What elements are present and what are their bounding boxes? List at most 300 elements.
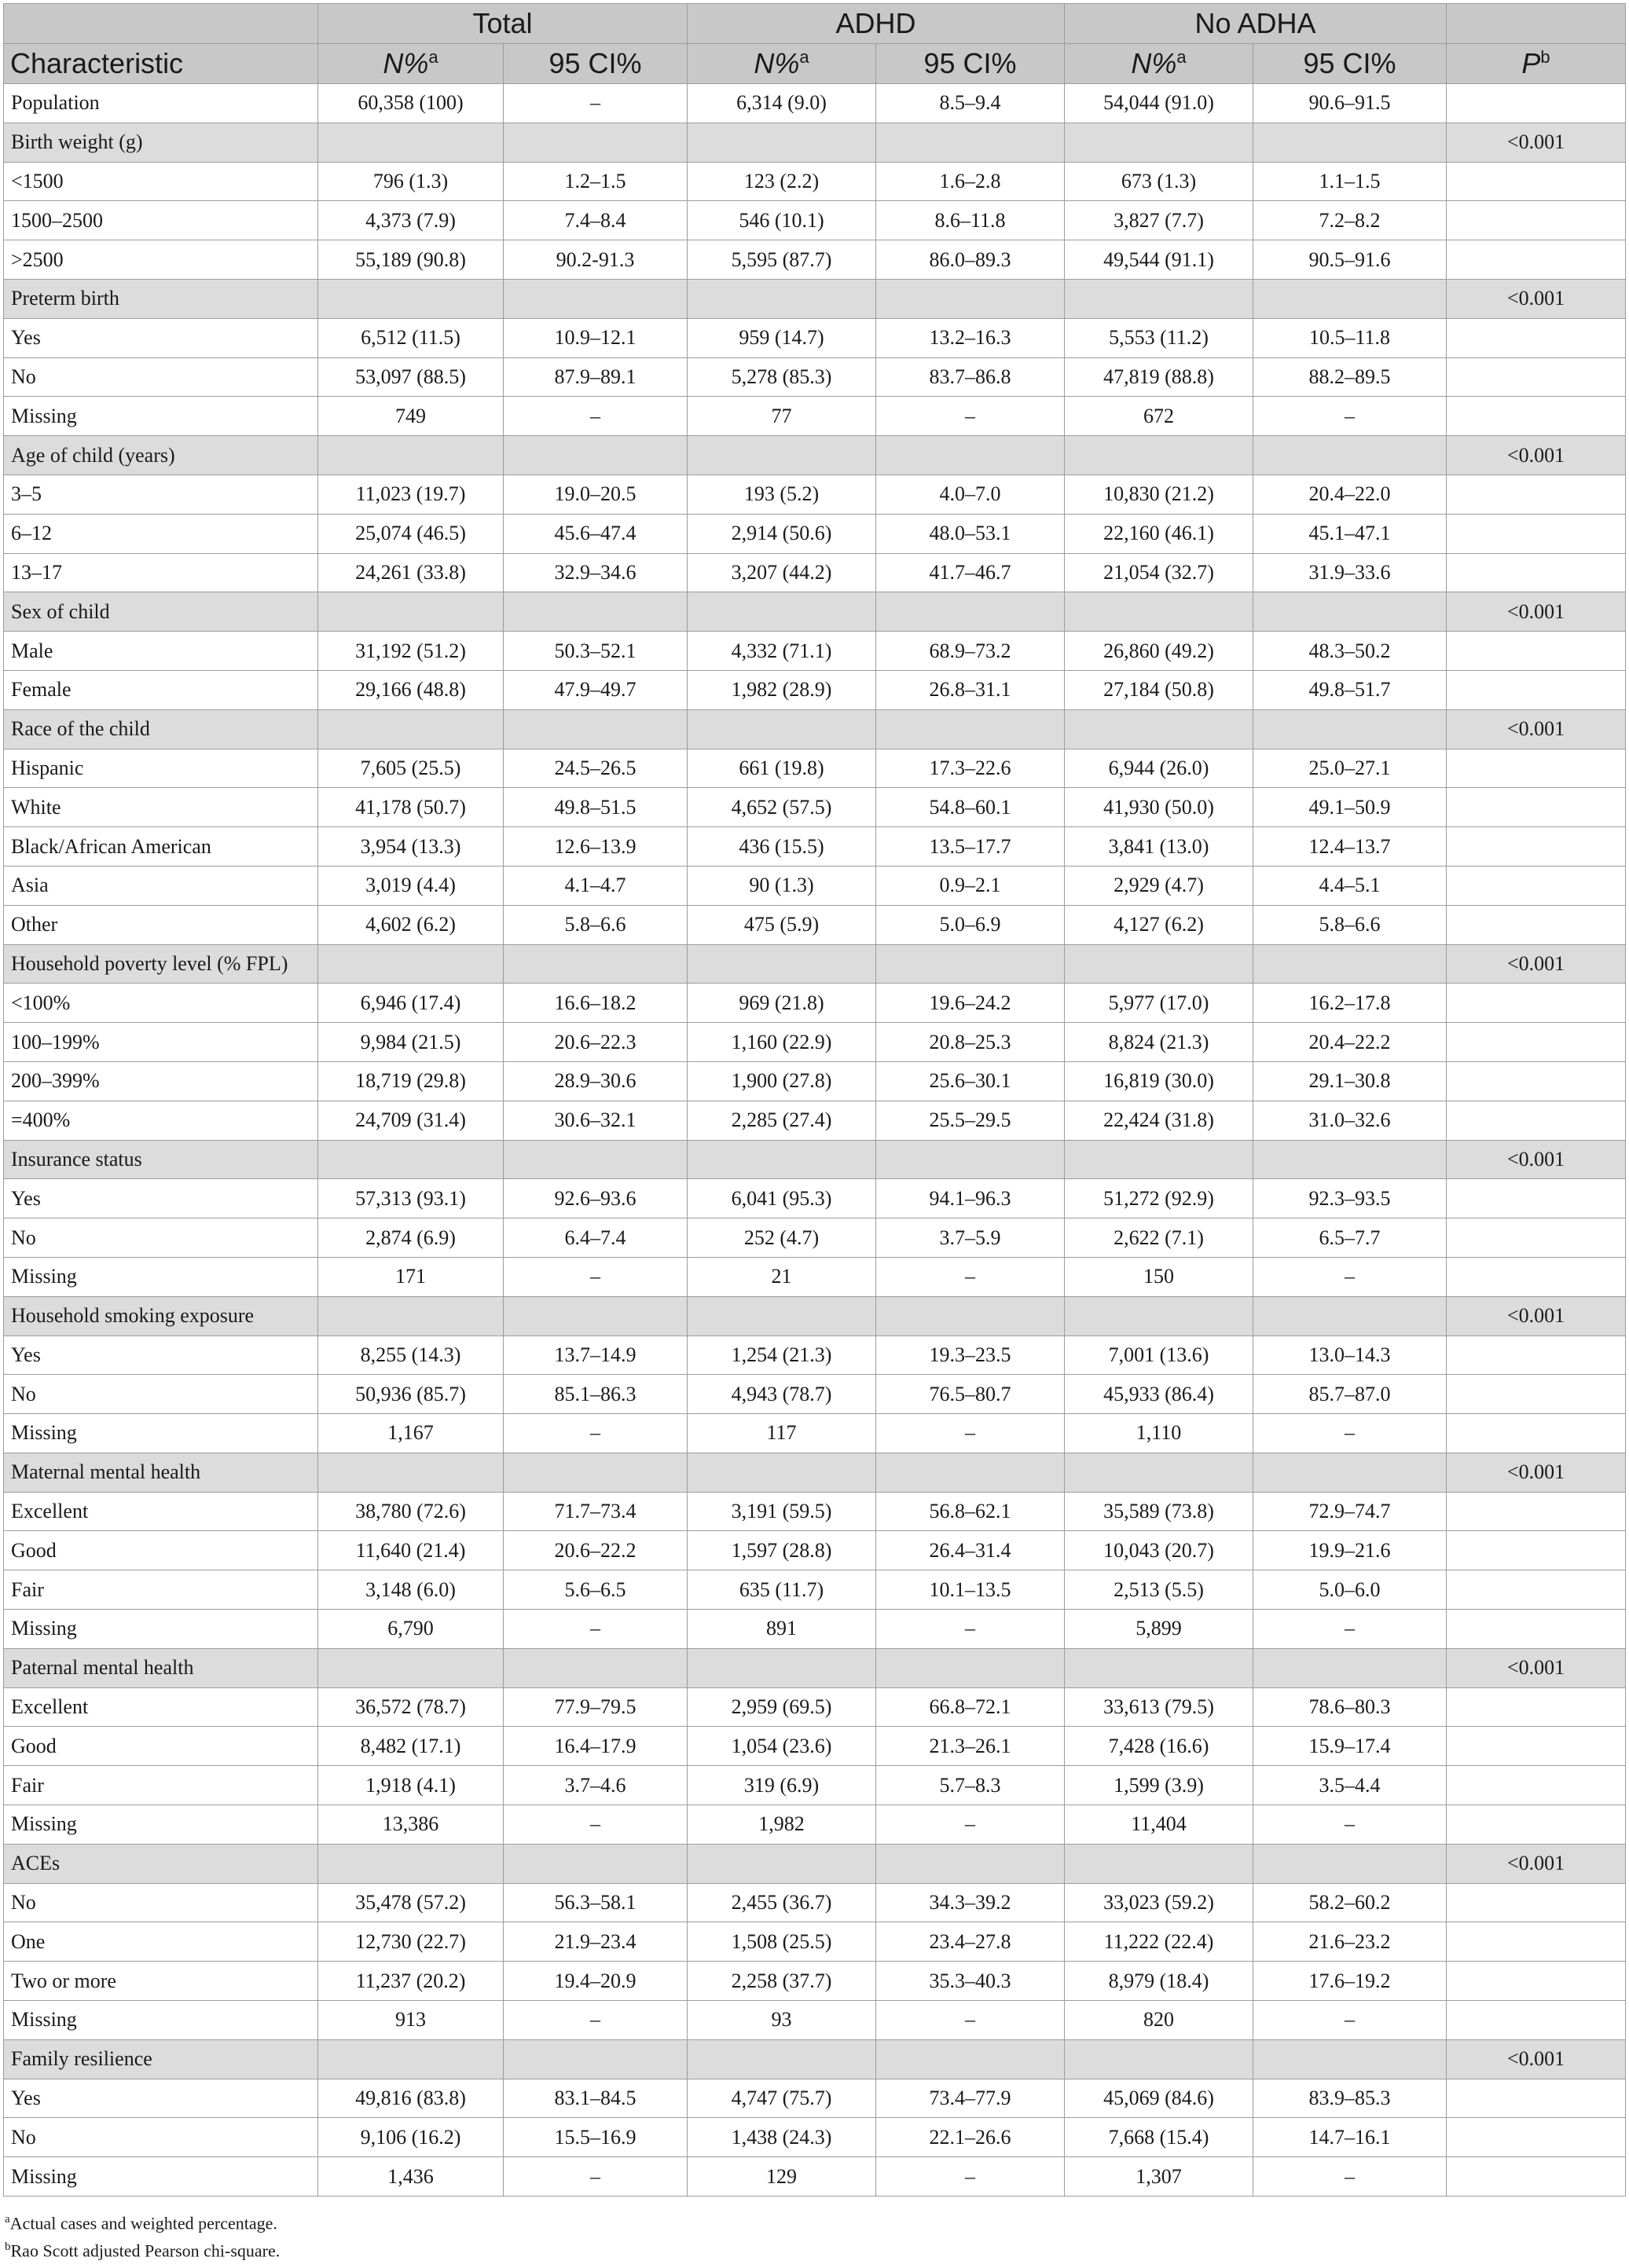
- total-ci-cell: 1.2–1.5: [504, 162, 688, 201]
- group-row: [4, 944, 1626, 984]
- total-ci-cell: 30.6–32.1: [504, 1101, 688, 1140]
- adhd-n-cell: 2,455 (36.7): [688, 1883, 876, 1922]
- row-label: Fair: [4, 1570, 318, 1610]
- adhd-ci-cell: 68.9–73.2: [876, 632, 1065, 671]
- total-ci-cell: 12.6–13.9: [504, 827, 688, 867]
- adhd-ci-cell: 10.1–13.5: [876, 1570, 1065, 1610]
- group-label: Family resilience: [4, 2039, 318, 2079]
- total-n-cell: 18,719 (29.8): [318, 1061, 504, 1101]
- group-row: [4, 1453, 1626, 1492]
- total-ci-cell: 4.1–4.7: [504, 866, 688, 905]
- row-label: Two or more: [4, 1962, 318, 2001]
- no-adha-ci-cell: 88.2–89.5: [1253, 357, 1447, 397]
- group-empty-cell: [504, 709, 688, 749]
- footnote-b: $^b$Rao Scott adjusted Pearson chi-square.: [5, 2241, 281, 2261]
- no-adha-ci-cell: –: [1253, 2157, 1447, 2197]
- group-label: Sex of child: [4, 592, 318, 632]
- no-adha-n-cell: 45,069 (84.6): [1065, 2079, 1253, 2118]
- no-adha-n-cell: 21,054 (32.7): [1065, 553, 1253, 592]
- p-value-cell: [1447, 1962, 1626, 2001]
- p-value-cell: [1447, 1492, 1626, 1531]
- total-ci-cell: 16.4–17.9: [504, 1727, 688, 1766]
- total-n-cell: 913: [318, 2001, 504, 2040]
- no-adha-n-cell: 3,827 (7.7): [1065, 201, 1253, 240]
- adhd-n-cell: 77: [688, 397, 876, 436]
- no-adha-n-cell: 11,404: [1065, 1805, 1253, 1845]
- adhd-n-cell: 123 (2.2): [688, 162, 876, 201]
- table-row: [4, 1179, 1626, 1218]
- total-n-cell: 171: [318, 1257, 504, 1296]
- no-adha-n-cell: 10,830 (21.2): [1065, 474, 1253, 514]
- total-ci-cell: 77.9–79.5: [504, 1687, 688, 1727]
- no-adha-ci-cell: 15.9–17.4: [1253, 1727, 1447, 1766]
- group-empty-cell: [1065, 1140, 1253, 1179]
- p-value-cell: [1447, 1101, 1626, 1140]
- p-value-cell: <0.001: [1447, 709, 1626, 749]
- adhd-ci-cell: –: [876, 1610, 1065, 1649]
- total-ci-cell: 3.7–4.6: [504, 1766, 688, 1805]
- total-n-cell: 11,023 (19.7): [318, 474, 504, 514]
- row-label: Missing: [4, 2001, 318, 2040]
- group-empty-cell: [1253, 123, 1447, 162]
- group-header-adhd: ADHD: [688, 4, 1065, 44]
- total-n-cell: 13,386: [318, 1805, 504, 1845]
- group-empty-cell: [876, 436, 1065, 475]
- adhd-ci-cell: 25.5–29.5: [876, 1101, 1065, 1140]
- table-row: [4, 357, 1626, 397]
- group-empty-cell: [1065, 1648, 1253, 1687]
- adhd-ci-cell: 20.8–25.3: [876, 1023, 1065, 1062]
- adhd-n-cell: 635 (11.7): [688, 1570, 876, 1610]
- no-adha-n-cell: 49,544 (91.1): [1065, 240, 1253, 280]
- total-n-cell: 35,478 (57.2): [318, 1883, 504, 1922]
- no-adha-n-cell: 1,110: [1065, 1414, 1253, 1453]
- adhd-n-cell: 969 (21.8): [688, 984, 876, 1023]
- no-adha-n-cell: 54,044 (91.0): [1065, 84, 1253, 123]
- group-empty-cell: [504, 279, 688, 318]
- group-empty-cell: [688, 279, 876, 318]
- no-adha-ci-cell: –: [1253, 1414, 1447, 1453]
- group-empty-cell: [318, 1140, 504, 1179]
- no-adha-ci-cell: 6.5–7.7: [1253, 1218, 1447, 1258]
- adhd-ci-cell: –: [876, 2001, 1065, 2040]
- no-adha-ci-cell: 90.5–91.6: [1253, 240, 1447, 280]
- adhd-n-cell: 1,597 (28.8): [688, 1531, 876, 1570]
- group-label: Maternal mental health: [4, 1453, 318, 1492]
- total-n-cell: 50,936 (85.7): [318, 1375, 504, 1414]
- no-adha-ci-cell: 17.6–19.2: [1253, 1962, 1447, 2001]
- no-adha-ci-cell: 29.1–30.8: [1253, 1061, 1447, 1101]
- group-row: [4, 123, 1626, 162]
- adhd-ci-cell: 3.7–5.9: [876, 1218, 1065, 1258]
- total-ci-cell: –: [504, 397, 688, 436]
- row-label: Population: [4, 84, 318, 123]
- no-adha-ci-cell: 14.7–16.1: [1253, 2118, 1447, 2157]
- p-value-cell: [1447, 1766, 1626, 1805]
- no-adha-ci-cell: 49.8–51.7: [1253, 670, 1447, 709]
- column-header-characteristic: Characteristic: [4, 44, 318, 84]
- adhd-n-cell: 661 (19.8): [688, 749, 876, 788]
- total-ci-cell: –: [504, 2157, 688, 2197]
- group-empty-cell: [504, 1844, 688, 1883]
- adhd-ci-cell: 73.4–77.9: [876, 2079, 1065, 2118]
- row-label: Missing: [4, 2157, 318, 2197]
- table-header: [4, 4, 1626, 84]
- column-header-no-adha-n: N%$^a$: [1065, 44, 1253, 84]
- group-empty-cell: [1065, 2039, 1253, 2079]
- group-label: Household smoking exposure: [4, 1296, 318, 1336]
- row-label: One: [4, 1922, 318, 1962]
- adhd-n-cell: 6,041 (95.3): [688, 1179, 876, 1218]
- table-row: [4, 1766, 1626, 1805]
- adhd-ci-cell: 35.3–40.3: [876, 1962, 1065, 2001]
- group-empty-cell: [1065, 944, 1253, 984]
- total-ci-cell: –: [504, 1610, 688, 1649]
- table-row: [4, 1492, 1626, 1531]
- adhd-n-cell: 90 (1.3): [688, 866, 876, 905]
- adhd-ci-cell: 0.9–2.1: [876, 866, 1065, 905]
- table-row: [4, 1531, 1626, 1570]
- group-empty-cell: [1065, 123, 1253, 162]
- group-empty-cell: [688, 709, 876, 749]
- group-row: [4, 1844, 1626, 1883]
- adhd-ci-cell: –: [876, 1805, 1065, 1845]
- no-adha-n-cell: 1,307: [1065, 2157, 1253, 2197]
- table-row: [4, 1570, 1626, 1610]
- p-value-cell: <0.001: [1447, 1648, 1626, 1687]
- total-ci-cell: –: [504, 2001, 688, 2040]
- total-ci-cell: 92.6–93.6: [504, 1179, 688, 1218]
- adhd-ci-cell: 4.0–7.0: [876, 474, 1065, 514]
- adhd-n-cell: 1,160 (22.9): [688, 1023, 876, 1062]
- no-adha-n-cell: 27,184 (50.8): [1065, 670, 1253, 709]
- column-header-adhd-ci: 95 CI%: [876, 44, 1065, 84]
- adhd-ci-cell: 83.7–86.8: [876, 357, 1065, 397]
- p-value-cell: [1447, 201, 1626, 240]
- header-blank-p: [1447, 4, 1626, 44]
- total-n-cell: 41,178 (50.7): [318, 788, 504, 827]
- header-row-columns: [4, 44, 1626, 84]
- table-row: [4, 2001, 1626, 2040]
- no-adha-n-cell: 673 (1.3): [1065, 162, 1253, 201]
- group-empty-cell: [688, 1296, 876, 1336]
- table-row: [4, 1101, 1626, 1140]
- total-n-cell: 749: [318, 397, 504, 436]
- p-value-cell: [1447, 1727, 1626, 1766]
- group-empty-cell: [1065, 1296, 1253, 1336]
- group-empty-cell: [504, 1296, 688, 1336]
- no-adha-ci-cell: 20.4–22.2: [1253, 1023, 1447, 1062]
- group-empty-cell: [318, 1296, 504, 1336]
- adhd-n-cell: 193 (5.2): [688, 474, 876, 514]
- p-value-cell: <0.001: [1447, 1140, 1626, 1179]
- adhd-n-cell: 5,595 (87.7): [688, 240, 876, 280]
- row-label: =400%: [4, 1101, 318, 1140]
- no-adha-ci-cell: 7.2–8.2: [1253, 201, 1447, 240]
- total-ci-cell: 21.9–23.4: [504, 1922, 688, 1962]
- table-row: [4, 318, 1626, 357]
- group-empty-cell: [688, 1648, 876, 1687]
- group-header-no-adha: No ADHA: [1065, 4, 1447, 44]
- total-ci-cell: –: [504, 1257, 688, 1296]
- p-value-cell: [1447, 2079, 1626, 2118]
- row-label: Missing: [4, 1257, 318, 1296]
- p-value-cell: [1447, 2157, 1626, 2197]
- p-value-cell: [1447, 1570, 1626, 1610]
- group-empty-cell: [876, 1453, 1065, 1492]
- row-label: Excellent: [4, 1492, 318, 1531]
- adhd-n-cell: 1,054 (23.6): [688, 1727, 876, 1766]
- table-row: [4, 1610, 1626, 1649]
- row-label: Good: [4, 1727, 318, 1766]
- p-value-cell: [1447, 827, 1626, 867]
- no-adha-n-cell: 16,819 (30.0): [1065, 1061, 1253, 1101]
- no-adha-ci-cell: 21.6–23.2: [1253, 1922, 1447, 1962]
- group-empty-cell: [1253, 592, 1447, 632]
- group-empty-cell: [876, 123, 1065, 162]
- no-adha-ci-cell: –: [1253, 1610, 1447, 1649]
- no-adha-n-cell: 2,929 (4.7): [1065, 866, 1253, 905]
- row-label: 100–199%: [4, 1023, 318, 1062]
- table-row: [4, 1257, 1626, 1296]
- total-ci-cell: 19.4–20.9: [504, 1962, 688, 2001]
- table-row: [4, 1727, 1626, 1766]
- no-adha-n-cell: 41,930 (50.0): [1065, 788, 1253, 827]
- total-n-cell: 796 (1.3): [318, 162, 504, 201]
- adhd-n-cell: 1,254 (21.3): [688, 1336, 876, 1375]
- total-ci-cell: 7.4–8.4: [504, 201, 688, 240]
- table-body: [4, 84, 1626, 2197]
- total-ci-cell: 16.6–18.2: [504, 984, 688, 1023]
- total-n-cell: 60,358 (100): [318, 84, 504, 123]
- characteristics-table: [3, 3, 1626, 2197]
- adhd-n-cell: 546 (10.1): [688, 201, 876, 240]
- total-n-cell: 8,482 (17.1): [318, 1727, 504, 1766]
- no-adha-n-cell: 35,589 (73.8): [1065, 1492, 1253, 1531]
- group-empty-cell: [1253, 279, 1447, 318]
- table-row: [4, 2157, 1626, 2197]
- total-n-cell: 25,074 (46.5): [318, 514, 504, 553]
- group-empty-cell: [688, 592, 876, 632]
- adhd-ci-cell: 13.5–17.7: [876, 827, 1065, 867]
- table-row: [4, 1375, 1626, 1414]
- group-empty-cell: [1253, 436, 1447, 475]
- no-adha-ci-cell: 31.9–33.6: [1253, 553, 1447, 592]
- p-value-cell: [1447, 905, 1626, 944]
- total-ci-cell: 71.7–73.4: [504, 1492, 688, 1531]
- group-empty-cell: [504, 436, 688, 475]
- table-row: [4, 1023, 1626, 1062]
- adhd-ci-cell: 41.7–46.7: [876, 553, 1065, 592]
- adhd-n-cell: 1,900 (27.8): [688, 1061, 876, 1101]
- adhd-ci-cell: 54.8–60.1: [876, 788, 1065, 827]
- table-row: [4, 553, 1626, 592]
- row-label: Missing: [4, 1414, 318, 1453]
- p-value-cell: [1447, 632, 1626, 671]
- no-adha-ci-cell: 49.1–50.9: [1253, 788, 1447, 827]
- no-adha-ci-cell: 25.0–27.1: [1253, 749, 1447, 788]
- no-adha-ci-cell: 10.5–11.8: [1253, 318, 1447, 357]
- total-n-cell: 11,237 (20.2): [318, 1962, 504, 2001]
- adhd-n-cell: 4,652 (57.5): [688, 788, 876, 827]
- row-label: Yes: [4, 1336, 318, 1375]
- header-blank: [4, 4, 318, 44]
- no-adha-ci-cell: 3.5–4.4: [1253, 1766, 1447, 1805]
- total-n-cell: 4,373 (7.9): [318, 201, 504, 240]
- adhd-ci-cell: 13.2–16.3: [876, 318, 1065, 357]
- row-label: No: [4, 1218, 318, 1258]
- group-empty-cell: [318, 592, 504, 632]
- group-empty-cell: [504, 944, 688, 984]
- p-value-cell: [1447, 318, 1626, 357]
- no-adha-n-cell: 22,160 (46.1): [1065, 514, 1253, 553]
- adhd-ci-cell: 17.3–22.6: [876, 749, 1065, 788]
- adhd-n-cell: 959 (14.7): [688, 318, 876, 357]
- group-empty-cell: [1065, 436, 1253, 475]
- total-ci-cell: 32.9–34.6: [504, 553, 688, 592]
- group-empty-cell: [1253, 1844, 1447, 1883]
- p-value-cell: [1447, 2118, 1626, 2157]
- no-adha-ci-cell: 92.3–93.5: [1253, 1179, 1447, 1218]
- no-adha-ci-cell: 90.6–91.5: [1253, 84, 1447, 123]
- no-adha-ci-cell: 5.8–6.6: [1253, 905, 1447, 944]
- no-adha-ci-cell: 12.4–13.7: [1253, 827, 1447, 867]
- no-adha-n-cell: 5,553 (11.2): [1065, 318, 1253, 357]
- p-value-cell: [1447, 1531, 1626, 1570]
- total-ci-cell: 24.5–26.5: [504, 749, 688, 788]
- total-ci-cell: 28.9–30.6: [504, 1061, 688, 1101]
- group-empty-cell: [1253, 709, 1447, 749]
- p-value-cell: [1447, 1061, 1626, 1101]
- total-n-cell: 2,874 (6.9): [318, 1218, 504, 1258]
- group-empty-cell: [1253, 2039, 1447, 2079]
- total-n-cell: 36,572 (78.7): [318, 1687, 504, 1727]
- p-value-cell: [1447, 1805, 1626, 1845]
- no-adha-n-cell: 7,668 (15.4): [1065, 2118, 1253, 2157]
- group-row: [4, 279, 1626, 318]
- table-row: [4, 1883, 1626, 1922]
- total-ci-cell: 15.5–16.9: [504, 2118, 688, 2157]
- total-ci-cell: –: [504, 1414, 688, 1453]
- p-value-cell: <0.001: [1447, 1453, 1626, 1492]
- p-value-cell: [1447, 1883, 1626, 1922]
- p-value-cell: [1447, 84, 1626, 123]
- total-n-cell: 12,730 (22.7): [318, 1922, 504, 1962]
- table-row: [4, 1687, 1626, 1727]
- group-empty-cell: [688, 1844, 876, 1883]
- table-row: [4, 670, 1626, 709]
- p-value-cell: <0.001: [1447, 1844, 1626, 1883]
- table-row: [4, 1414, 1626, 1453]
- group-label: Insurance status: [4, 1140, 318, 1179]
- total-n-cell: 1,436: [318, 2157, 504, 2197]
- p-value-cell: <0.001: [1447, 944, 1626, 984]
- row-label: Yes: [4, 2079, 318, 2118]
- group-empty-cell: [318, 709, 504, 749]
- no-adha-n-cell: 8,979 (18.4): [1065, 1962, 1253, 2001]
- p-value-cell: [1447, 1257, 1626, 1296]
- no-adha-n-cell: 26,860 (49.2): [1065, 632, 1253, 671]
- no-adha-n-cell: 7,428 (16.6): [1065, 1727, 1253, 1766]
- row-label: Missing: [4, 397, 318, 436]
- adhd-n-cell: 3,191 (59.5): [688, 1492, 876, 1531]
- p-value-cell: [1447, 553, 1626, 592]
- no-adha-n-cell: 11,222 (22.4): [1065, 1922, 1253, 1962]
- document: [3, 3, 1625, 2197]
- no-adha-ci-cell: –: [1253, 397, 1447, 436]
- row-label: 3–5: [4, 474, 318, 514]
- no-adha-n-cell: 820: [1065, 2001, 1253, 2040]
- group-empty-cell: [876, 1296, 1065, 1336]
- column-header-no-adha-ci: 95 CI%: [1253, 44, 1447, 84]
- total-n-cell: 3,019 (4.4): [318, 866, 504, 905]
- total-n-cell: 4,602 (6.2): [318, 905, 504, 944]
- row-label: Yes: [4, 318, 318, 357]
- table-row: [4, 866, 1626, 905]
- no-adha-ci-cell: 72.9–74.7: [1253, 1492, 1447, 1531]
- row-label: Excellent: [4, 1687, 318, 1727]
- adhd-ci-cell: 66.8–72.1: [876, 1687, 1065, 1727]
- total-ci-cell: –: [504, 1805, 688, 1845]
- row-label: >2500: [4, 240, 318, 280]
- no-adha-n-cell: 7,001 (13.6): [1065, 1336, 1253, 1375]
- table-row: [4, 2118, 1626, 2157]
- no-adha-n-cell: 33,613 (79.5): [1065, 1687, 1253, 1727]
- total-n-cell: 1,167: [318, 1414, 504, 1453]
- total-n-cell: 55,189 (90.8): [318, 240, 504, 280]
- row-label: Hispanic: [4, 749, 318, 788]
- table-row: [4, 1962, 1626, 2001]
- p-value-cell: <0.001: [1447, 279, 1626, 318]
- total-ci-cell: 56.3–58.1: [504, 1883, 688, 1922]
- no-adha-n-cell: 51,272 (92.9): [1065, 1179, 1253, 1218]
- group-row: [4, 1648, 1626, 1687]
- group-empty-cell: [1253, 1296, 1447, 1336]
- group-empty-cell: [876, 944, 1065, 984]
- total-n-cell: 24,261 (33.8): [318, 553, 504, 592]
- group-empty-cell: [688, 123, 876, 162]
- p-value-cell: [1447, 162, 1626, 201]
- no-adha-ci-cell: –: [1253, 2001, 1447, 2040]
- no-adha-n-cell: 672: [1065, 397, 1253, 436]
- adhd-ci-cell: 76.5–80.7: [876, 1375, 1065, 1414]
- row-label: White: [4, 788, 318, 827]
- group-empty-cell: [318, 1453, 504, 1492]
- no-adha-ci-cell: –: [1253, 1257, 1447, 1296]
- p-value-cell: [1447, 788, 1626, 827]
- group-empty-cell: [318, 436, 504, 475]
- p-value-cell: [1447, 1687, 1626, 1727]
- group-empty-cell: [318, 123, 504, 162]
- group-label: Household poverty level (% FPL): [4, 944, 318, 984]
- total-n-cell: 38,780 (72.6): [318, 1492, 504, 1531]
- no-adha-n-cell: 8,824 (21.3): [1065, 1023, 1253, 1062]
- adhd-ci-cell: –: [876, 1257, 1065, 1296]
- row-label: 13–17: [4, 553, 318, 592]
- total-n-cell: 9,106 (16.2): [318, 2118, 504, 2157]
- header-row-groups: [4, 4, 1626, 44]
- total-n-cell: 29,166 (48.8): [318, 670, 504, 709]
- p-value-cell: [1447, 397, 1626, 436]
- group-row: [4, 436, 1626, 475]
- no-adha-n-cell: 1,599 (3.9): [1065, 1766, 1253, 1805]
- total-n-cell: 31,192 (51.2): [318, 632, 504, 671]
- table-row: [4, 632, 1626, 671]
- table-row: [4, 984, 1626, 1023]
- row-label: Male: [4, 632, 318, 671]
- no-adha-ci-cell: 4.4–5.1: [1253, 866, 1447, 905]
- p-value-cell: <0.001: [1447, 436, 1626, 475]
